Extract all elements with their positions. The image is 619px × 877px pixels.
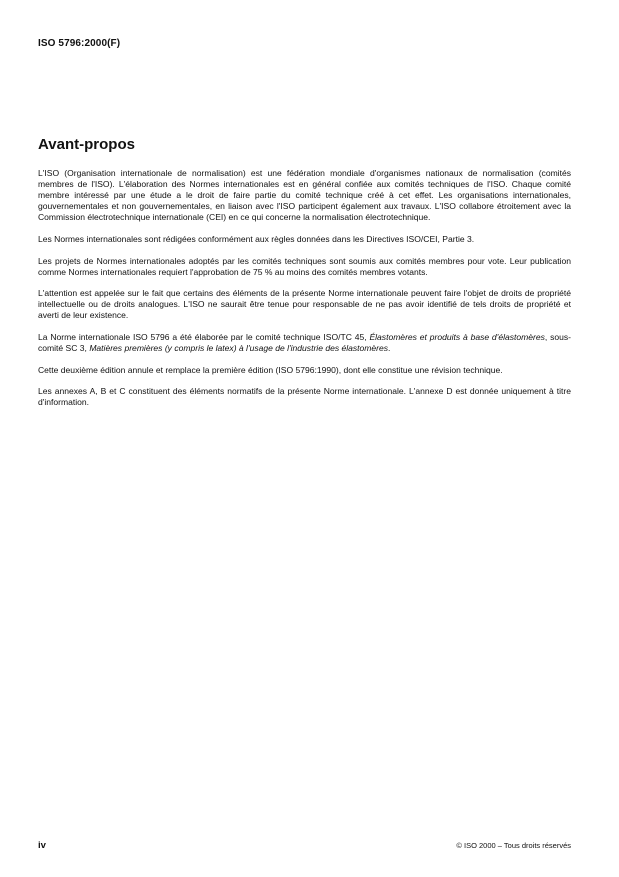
paragraph-iso-organisation: L'ISO (Organisation internationale de normalisation) est une fédération mondiale d'organismes nationaux de normalisation (comités membres de l'ISO). L'élaboration des Normes internationales est en général confiée aux comités techniques de l'ISO. Chaque comité membre intéressé par une étude a le droit de faire partie du comité technique créé à cet effet. Les organisations internationales, gouvernementales et non gouvernementales, en liaison avec l'ISO participent également aux travaux. L'ISO collabore étroitement avec la Commission électrotechnique internationale (CEI) en ce qui concerne la normalisation électrotechnique. xyxy=(38,168,571,223)
paragraph-patent-rights: L'attention est appelée sur le fait que certains des éléments de la présente Norme internationale peuvent faire l'objet de droits de propriété intellectuelle ou de droits analogues. L'ISO ne saurait être tenue pour responsable de ne pas avoir identifié de tels droits de propriété et averti de leur existence. xyxy=(38,288,571,321)
foreword-body xyxy=(38,168,571,419)
committee-title: Élastomères et produits à base d'élastomères xyxy=(369,332,545,343)
committee-text-1: La Norme internationale ISO 5796 a été élaborée par le comité technique ISO/TC 45, xyxy=(38,332,370,343)
paragraph-edition: Cette deuxième édition annule et remplace la première édition (ISO 5796:1990), dont elle constitue une révision technique. xyxy=(38,364,503,375)
document-id: ISO 5796:2000(F) xyxy=(38,38,121,49)
subcommittee-title: Matières premières (y compris le latex) à l'usage de l'industrie des élastomères xyxy=(89,343,389,354)
paragraph-committee xyxy=(38,332,571,354)
paragraph-voting: Les projets de Normes internationales adoptés par les comités techniques sont soumis aux comités membres pour vote. Leur publication comme Normes internationales requiert l'approbation de 75 % au moins des comités membres votants. xyxy=(38,255,571,277)
committee-text-3: . xyxy=(388,343,391,354)
committee-text-2: , sous-comité SC 3, xyxy=(38,332,572,354)
copyright-notice: © ISO 2000 – Tous droits réservés xyxy=(456,841,571,850)
paragraph-drafting-rules: Les Normes internationales sont rédigées conformément aux règles données dans les Directives ISO/CEI, Partie 3. xyxy=(38,233,475,244)
page-number: iv xyxy=(38,840,46,851)
paragraph-annexes: Les annexes A, B et C constituent des éléments normatifs de la présente Norme internationale. L'annexe D est donnée uniquement à titre d'information. xyxy=(38,386,571,408)
page-title: Avant-propos xyxy=(38,136,135,153)
